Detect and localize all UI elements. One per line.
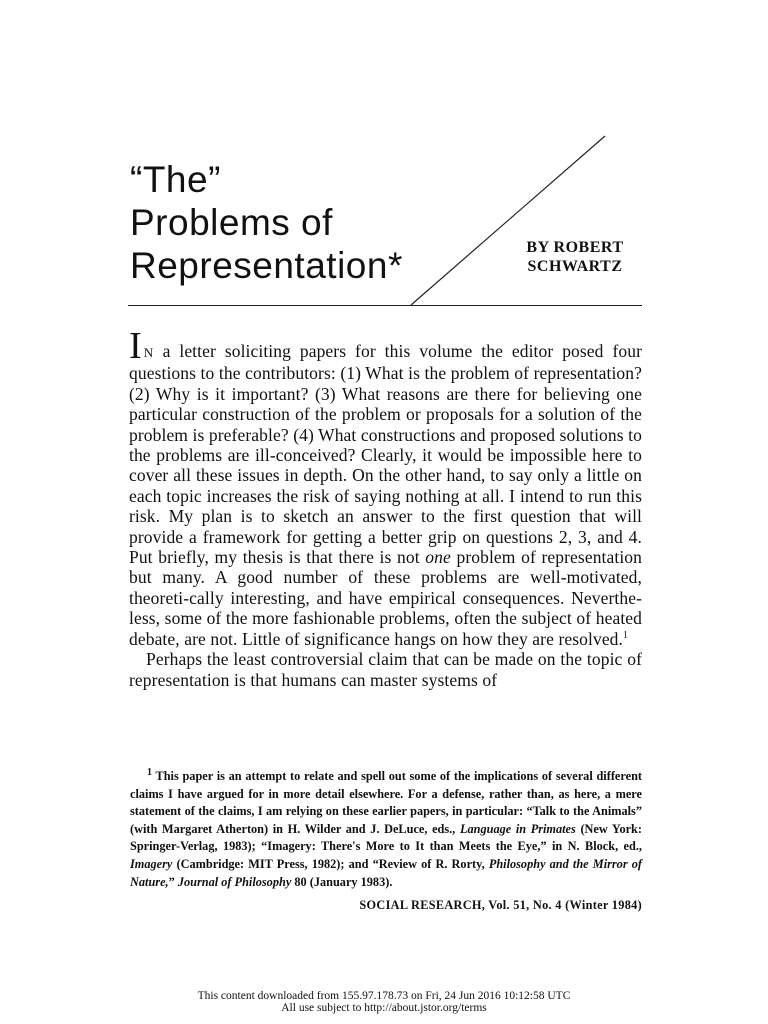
title-rule	[128, 305, 642, 306]
footnote-text-b: (New York: Springer-Verlag, 1983); “Imagery: There's More to It than Meets the Eye,” in N. Block, ed.,	[130, 821, 642, 854]
title-line-1: “The”	[130, 159, 221, 200]
footnote	[130, 768, 642, 891]
download-notice	[0, 990, 768, 1014]
paragraph-1-text-b: problem of representation but many. A good number of these problems are well-motivated, theoreti-cally interesting, and have empirical consequences. Neverthe-less, some of the more fashionable problems, often the subject of heated debate, are not. Little of significance hangs on how they are resolved.	[129, 547, 642, 649]
footnote-marker: 1	[147, 766, 152, 778]
footnote-italic-d: Journal of Philosophy	[177, 874, 292, 889]
byline-line-2: SCHWARTZ	[527, 258, 623, 275]
byline-line-1: BY ROBERT	[526, 239, 624, 256]
opening-small-caps: N	[143, 345, 154, 360]
article-body	[129, 325, 642, 690]
title-line-3: Representation*	[130, 245, 403, 286]
download-notice-terms-link[interactable]: All use subject to http://about.jstor.org/terms	[281, 1002, 487, 1014]
paragraph-1-text-a: a letter soliciting papers for this volume the editor posed four questions to the contributors: (1) What is the problem of representation? (2) Why is it important? (3) What reasons are there for believing one particular construction of the problem or proposals for a solution of the problem is preferable? (4) What constructions and proposed solutions to the problems are ill-conceived? Clearly, it would be impossible here to cover all these issues in depth. On the other hand, to say only a little on each topic increases the risk of saying nothing at all. I intend to run this risk. My plan is to sketch an answer to the first question that will provide a framework for getting a better grip on questions 2, 3, and 4. Put briefly, my thesis is that there is not	[129, 341, 642, 568]
footnote-text-d: ”	[168, 874, 178, 889]
footnote-text-c: (Cambridge: MIT Press, 1982); and “Review of R. Rorty,	[172, 856, 489, 871]
drop-cap: I	[129, 325, 142, 367]
title-line-2: Problems of	[130, 202, 333, 243]
journal-citation: SOCIAL RESEARCH, Vol. 51, No. 4 (Winter 1984)	[359, 898, 642, 912]
footnote-italic-c: Philosophy and the Mirror of Nature,	[130, 856, 642, 889]
paragraph-1	[129, 325, 642, 649]
author-byline	[505, 238, 645, 276]
paragraph-1-emphasis: one	[425, 547, 451, 568]
footnote-italic-a: Language in Primates	[459, 821, 576, 836]
footnote-text-e: 80 (January 1983).	[291, 874, 393, 889]
footnote-italic-b: Imagery	[130, 856, 173, 871]
footnote-reference[interactable]: 1	[623, 629, 629, 641]
paragraph-2: Perhaps the least controversial claim that can be made on the topic of representation is that humans can master systems of	[129, 649, 642, 690]
download-notice-line-1: This content downloaded from 155.97.178.73 on Fri, 24 Jun 2016 10:12:58 UTC	[197, 990, 571, 1002]
decorative-diagonal-line	[0, 0, 768, 320]
footnote-text-a: This paper is an attempt to relate and spell out some of the implications of several different claims I have argued for in more detail elsewhere. For a defense, rather than, as here, a mere statement of the claims, I am relying on these earlier papers, in particular: “Talk to the Animals” (with Margaret Atherton) in H. Wilder and J. DeLuce, eds.,	[130, 769, 642, 836]
